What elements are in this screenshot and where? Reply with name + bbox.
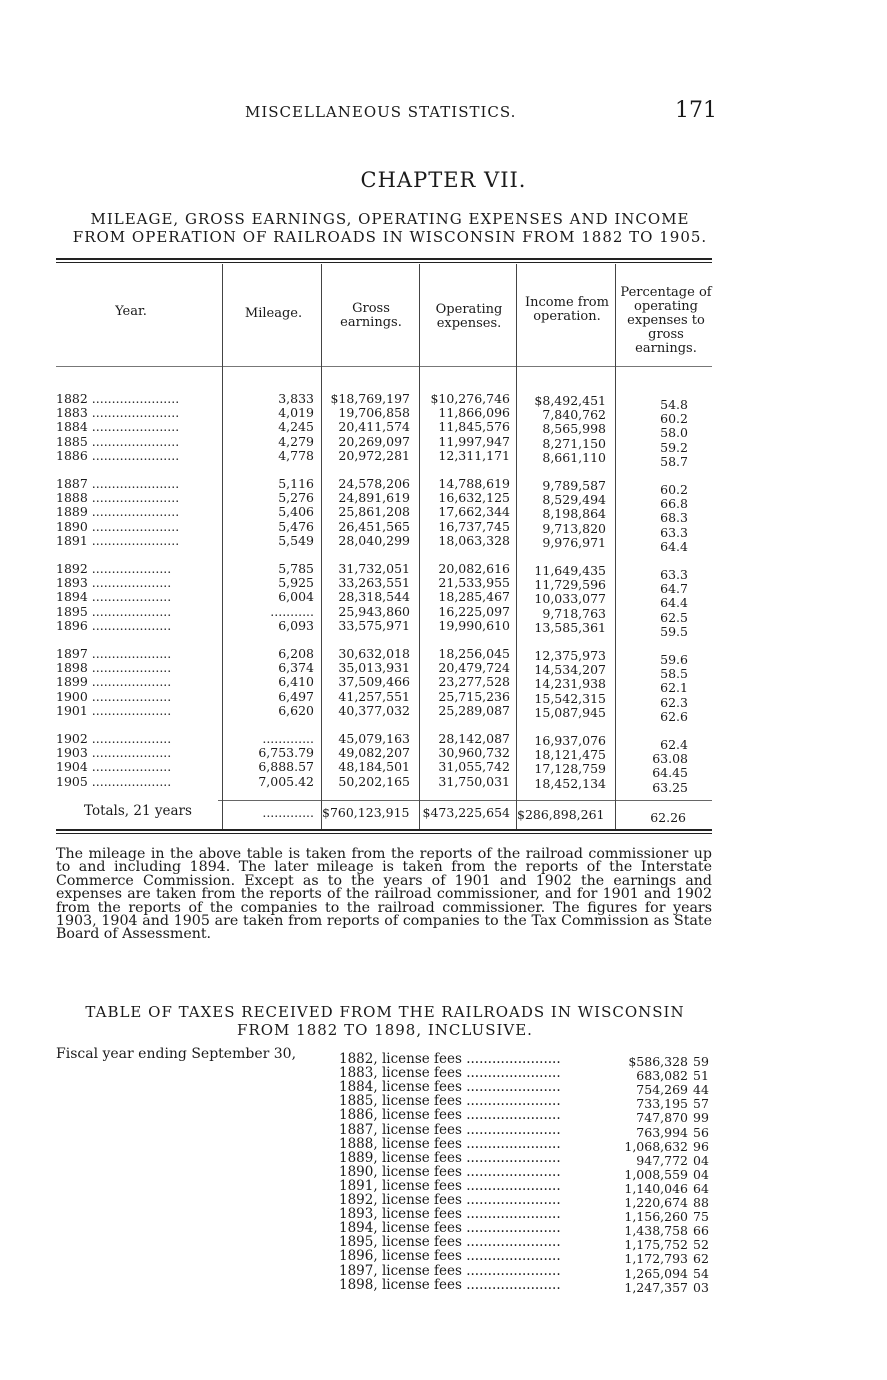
column-divider [516, 264, 517, 829]
header-percentage: Percentage of operating expenses to gross earnings. [620, 285, 712, 356]
header-income: Income from operation. [525, 295, 609, 324]
table2-title-line2: FROM 1882 TO 1898, INCLUSIVE. [237, 1021, 533, 1039]
operating-cell: 19,990,610 [438, 617, 510, 633]
pct-cell: 58.5 [660, 666, 688, 682]
income-cell: 11,649,435 [534, 563, 606, 578]
year-cell: 1883 ...................... [56, 406, 180, 421]
operating-cell: 17,662,344 [438, 504, 510, 520]
tax-year-label: 1883, license fees ...................... [339, 1065, 561, 1082]
mileage-cell: 4,279 [278, 433, 314, 449]
pct-cell: 63.3 [660, 524, 688, 540]
year-cell: 1884 ...................... [56, 420, 180, 435]
year-cell: 1903 .................... [56, 746, 172, 761]
tax-cents: 04 [693, 1166, 709, 1182]
operating-cell: 31,750,031 [438, 773, 510, 789]
chapter-heading: CHAPTER VII. [360, 168, 527, 192]
income-cell: 16,937,076 [534, 733, 606, 748]
income-cell: 8,271,150 [542, 435, 606, 451]
operating-cell: 20,082,616 [438, 561, 510, 576]
tax-year-label: 1890, license fees ...................... [339, 1163, 561, 1180]
railroad-statistics-table [56, 258, 712, 843]
tax-year-label: 1898, license fees ...................... [339, 1276, 561, 1293]
operating-cell: 21,533,955 [438, 575, 510, 591]
income-cell: 9,718,763 [542, 605, 606, 621]
bottom-rule [56, 829, 712, 831]
gross-cell: 31,732,051 [338, 561, 410, 576]
pct-cell: 64.7 [660, 581, 688, 597]
operating-cell: 25,715,236 [438, 688, 510, 704]
income-cell: 9,976,971 [542, 534, 606, 550]
gross-cell: 45,079,163 [338, 731, 410, 746]
tax-dollars: 733,195 [636, 1096, 688, 1112]
mileage-cell: 5,476 [278, 518, 314, 534]
tax-cents: 54 [693, 1265, 709, 1281]
mileage-cell: 5,276 [278, 490, 314, 506]
pct-cell: 64.45 [652, 765, 688, 781]
year-cell: 1885 ...................... [56, 434, 180, 449]
page-number: 171 [675, 98, 717, 123]
column-divider [222, 264, 223, 829]
income-cell: 7,840,762 [542, 407, 606, 423]
gross-cell: 41,257,551 [338, 688, 410, 704]
year-cell: 1899 .................... [56, 675, 172, 690]
mileage-cell: 6,208 [278, 646, 314, 661]
income-cell: 18,452,134 [534, 775, 606, 791]
table1-title-line2: FROM OPERATION OF RAILROADS IN WISCONSIN FROM 1882 TO 1905. [72, 228, 708, 246]
tax-dollars: 1,247,357 [624, 1279, 688, 1295]
table2-title [55, 1003, 715, 1039]
tax-cents: 56 [693, 1124, 709, 1140]
tax-year-label: 1892, license fees ...................... [339, 1192, 561, 1208]
tax-year-label: 1885, license fees ...................... [339, 1093, 561, 1110]
tax-year-label: 1896, license fees ...................... [339, 1248, 561, 1265]
mileage-cell: 4,019 [278, 405, 314, 421]
tax-dollars: 1,220,674 [624, 1195, 688, 1210]
tax-year-label: 1886, license fees ...................... [339, 1107, 561, 1124]
mileage-cell: 5,116 [278, 476, 314, 491]
pct-cell: 68.3 [660, 510, 688, 526]
tax-cents: 51 [693, 1068, 709, 1084]
year-cell: 1897 .................... [56, 647, 172, 661]
pct-cell: 59.2 [660, 439, 688, 455]
gross-cell: 37,509,466 [338, 674, 410, 690]
gross-cell: 28,318,544 [338, 589, 410, 605]
table2-title-line1: TABLE OF TAXES RECEIVED FROM THE RAILROADS IN WISCONSIN [85, 1003, 685, 1021]
mileage-cell: 6,620 [278, 702, 314, 718]
operating-cell: $10,276,746 [430, 391, 510, 406]
tax-cents: 52 [693, 1237, 709, 1253]
mileage-cell: ........... [270, 603, 314, 619]
year-cell: 1895 .................... [56, 604, 172, 619]
mileage-cell: 6,753.79 [258, 745, 314, 761]
gross-cell: 25,943,860 [338, 603, 410, 619]
tax-dollars: 1,140,046 [624, 1180, 688, 1196]
top-rule-thin [56, 262, 712, 263]
income-cell: 8,529,494 [542, 492, 606, 508]
pct-cell: 54.8 [660, 397, 688, 412]
mileage-cell: 6,888.57 [258, 759, 314, 775]
totals-label: Totals, 21 years [84, 803, 192, 819]
operating-cell: 12,311,171 [438, 447, 510, 463]
pct-cell: 62.4 [660, 737, 688, 752]
column-divider [419, 264, 420, 829]
mileage-cell: 5,785 [278, 561, 314, 576]
pct-cell: 60.2 [660, 482, 688, 497]
tax-dollars: 747,870 [636, 1110, 688, 1126]
pct-cell: 63.25 [652, 779, 688, 795]
income-cell: 8,565,998 [542, 421, 606, 437]
income-cell: 9,713,820 [542, 520, 606, 536]
tax-year-label: 1893, license fees ...................... [339, 1206, 561, 1223]
mileage-cell: 3,833 [278, 391, 314, 406]
tax-dollars: 1,265,094 [624, 1265, 688, 1281]
table-note: The mileage in the above table is taken from the reports of the railroad commissioner up to and including 1894. The later mileage is taken from the reports of the Interstate Commerce Commission. Except as to the years of 1901 and 1902 the earnings and expenses are taken from the reports of the railroad commissioner, and for 1901 and 1902 from the reports of the companies to the railroad commissioner. The figures for years 1903, 1904 and 1905 are taken from reports of companies to the Tax Commission as State Board of Assessment. [56, 846, 712, 943]
mileage-cell: 5,406 [278, 504, 314, 520]
income-cell: 14,231,938 [534, 676, 606, 692]
header-operating-expenses: Operating expenses. [435, 302, 503, 331]
mileage-cell: 4,778 [278, 447, 314, 463]
tax-year-label: 1888, license fees ...................... [339, 1135, 561, 1152]
tax-year-label: 1891, license fees ...................... [339, 1177, 561, 1194]
income-cell: 8,661,110 [542, 449, 606, 465]
operating-cell: 30,960,732 [438, 745, 510, 761]
gross-cell: 30,632,018 [338, 646, 410, 661]
tax-dollars: 763,994 [636, 1124, 688, 1140]
tax-cents: 44 [693, 1082, 709, 1098]
tax-dollars: 1,438,758 [624, 1223, 688, 1239]
operating-cell: 28,142,087 [438, 731, 510, 746]
tax-year-label: 1894, license fees ...................... [339, 1220, 561, 1237]
pct-cell: 62.1 [660, 680, 688, 696]
mileage-cell: 6,093 [278, 617, 314, 633]
operating-cell: 18,285,467 [438, 589, 510, 605]
pct-cell: 62.5 [660, 609, 688, 625]
pct-cell: 64.4 [660, 595, 688, 611]
gross-cell: 20,269,097 [338, 433, 410, 449]
column-divider [321, 264, 322, 829]
column-divider [615, 264, 616, 829]
pct-cell: 63.08 [652, 751, 688, 767]
header-year: Year. [115, 304, 147, 319]
gross-cell: 20,411,574 [338, 419, 410, 435]
tax-dollars: 1,156,260 [624, 1209, 688, 1225]
year-cell: 1894 .................... [56, 590, 172, 605]
tax-dollars: 1,008,559 [624, 1166, 688, 1182]
tax-dollars: 1,172,793 [624, 1251, 688, 1267]
year-cell: 1896 .................... [56, 618, 172, 633]
income-cell: 12,375,973 [534, 648, 606, 663]
bottom-rule-thin [56, 833, 712, 834]
tax-cents: 04 [693, 1152, 709, 1168]
gross-cell: $18,769,197 [330, 391, 410, 406]
totals-mileage: ............. [262, 805, 314, 820]
header-mileage: Mileage. [244, 306, 303, 321]
mileage-cell: ............. [262, 731, 314, 746]
pct-cell: 60.2 [660, 411, 688, 427]
operating-cell: 14,788,619 [438, 476, 510, 491]
income-cell: 10,033,077 [534, 591, 606, 607]
pct-cell: 63.3 [660, 567, 688, 582]
mileage-cell: 6,004 [278, 589, 314, 605]
gross-cell: 40,377,032 [338, 702, 410, 718]
pct-cell: 62.3 [660, 694, 688, 710]
year-cell: 1886 ...................... [56, 448, 180, 463]
income-cell: 15,087,945 [534, 704, 606, 720]
income-cell: 8,198,864 [542, 506, 606, 522]
tax-dollars: 947,772 [636, 1152, 688, 1168]
gross-cell: 26,451,565 [338, 518, 410, 534]
tax-year-label: 1897, license fees ...................... [339, 1262, 561, 1279]
operating-cell: 11,845,576 [438, 419, 510, 435]
income-cell: 18,121,475 [534, 747, 606, 763]
header-gross-earnings: Gross earnings. [340, 301, 402, 330]
top-rule [56, 258, 712, 260]
income-cell: $8,492,451 [534, 393, 606, 408]
income-cell: 14,534,207 [534, 662, 606, 678]
gross-cell: 48,184,501 [338, 759, 410, 775]
operating-cell: 18,256,045 [438, 646, 510, 661]
tax-cents: 03 [693, 1279, 709, 1295]
operating-cell: 31,055,742 [438, 759, 510, 775]
operating-cell: 16,225,097 [438, 603, 510, 619]
gross-cell: 24,578,206 [338, 476, 410, 491]
tax-dollars: $586,328 [628, 1054, 688, 1069]
mileage-cell: 6,374 [278, 660, 314, 676]
gross-cell: 25,861,208 [338, 504, 410, 520]
running-title: MISCELLANEOUS STATISTICS. [245, 103, 517, 121]
header-rule [56, 366, 712, 367]
income-cell: 13,585,361 [534, 619, 606, 635]
fiscal-year-label: Fiscal year ending September 30, [56, 1046, 297, 1062]
year-cell: 1892 .................... [56, 562, 172, 576]
gross-cell: 35,013,931 [338, 660, 410, 676]
gross-cell: 50,202,165 [338, 773, 410, 789]
totals-income: $286,898,261 [517, 807, 605, 822]
tax-year-label: 1882, license fees ...................... [339, 1051, 561, 1067]
operating-cell: 20,479,724 [438, 660, 510, 676]
tax-cents: 75 [693, 1209, 709, 1225]
operating-cell: 11,997,947 [438, 433, 510, 449]
income-cell: 11,729,596 [534, 577, 606, 593]
gross-cell: 28,040,299 [338, 532, 410, 548]
year-cell: 1904 .................... [56, 760, 172, 775]
pct-cell: 58.7 [660, 453, 688, 469]
mileage-cell: 6,410 [278, 674, 314, 690]
year-cell: 1900 .................... [56, 689, 172, 704]
year-cell: 1890 ...................... [56, 519, 180, 534]
operating-cell: 16,737,745 [438, 518, 510, 534]
table1-title-line1: MILEAGE, GROSS EARNINGS, OPERATING EXPENSES AND INCOME [90, 210, 690, 228]
year-cell: 1898 .................... [56, 661, 172, 676]
operating-cell: 23,277,528 [438, 674, 510, 690]
tax-cents: 62 [693, 1251, 709, 1267]
gross-cell: 20,972,281 [338, 447, 410, 463]
operating-cell: 18,063,328 [438, 532, 510, 548]
operating-cell: 11,866,096 [438, 405, 510, 421]
tax-cents: 66 [693, 1223, 709, 1239]
mileage-cell: 6,497 [278, 688, 314, 704]
year-cell: 1889 ...................... [56, 505, 180, 520]
income-cell: 15,542,315 [534, 690, 606, 706]
tax-year-label: 1884, license fees ...................... [339, 1079, 561, 1096]
mileage-cell: 4,245 [278, 419, 314, 435]
totals-operating: $473,225,654 [422, 805, 510, 820]
totals-rule [218, 800, 712, 801]
year-cell: 1905 .................... [56, 774, 172, 789]
gross-cell: 19,706,858 [338, 405, 410, 421]
year-cell: 1902 .................... [56, 732, 172, 746]
gross-cell: 33,575,971 [338, 617, 410, 633]
mileage-cell: 7,005.42 [258, 773, 314, 789]
tax-dollars: 1,068,632 [624, 1138, 688, 1154]
gross-cell: 33,263,551 [338, 575, 410, 591]
tax-year-label: 1895, license fees ...................... [339, 1234, 561, 1251]
pct-cell: 58.0 [660, 425, 688, 441]
pct-cell: 59.6 [660, 652, 688, 667]
tax-cents: 59 [693, 1054, 709, 1069]
gross-cell: 24,891,619 [338, 490, 410, 506]
tax-cents: 57 [693, 1096, 709, 1112]
tax-dollars: 683,082 [636, 1068, 688, 1084]
tax-dollars: 1,175,752 [624, 1237, 688, 1253]
operating-cell: 25,289,087 [438, 702, 510, 718]
tax-year-label: 1889, license fees ...................... [339, 1149, 561, 1166]
pct-cell: 59.5 [660, 623, 688, 639]
year-cell: 1882 ...................... [56, 392, 180, 406]
totals-gross: $760,123,915 [322, 805, 410, 820]
mileage-cell: 5,925 [278, 575, 314, 591]
pct-cell: 62.6 [660, 708, 688, 724]
pct-cell: 66.8 [660, 496, 688, 512]
income-cell: 9,789,587 [542, 478, 606, 493]
year-cell: 1901 .................... [56, 703, 172, 718]
totals-percentage: 62.26 [650, 810, 686, 825]
tax-cents: 64 [693, 1180, 709, 1196]
mileage-cell: 5,549 [278, 532, 314, 548]
tax-cents: 96 [693, 1138, 709, 1154]
income-cell: 17,128,759 [534, 761, 606, 777]
pct-cell: 64.4 [660, 538, 688, 554]
tax-dollars: 754,269 [636, 1082, 688, 1098]
table1-title [60, 210, 720, 246]
year-cell: 1887 ...................... [56, 477, 180, 491]
year-cell: 1891 ...................... [56, 533, 180, 548]
gross-cell: 49,082,207 [338, 745, 410, 761]
operating-cell: 16,632,125 [438, 490, 510, 506]
year-cell: 1888 ...................... [56, 491, 180, 506]
tax-cents: 99 [693, 1110, 709, 1126]
year-cell: 1893 .................... [56, 576, 172, 591]
tax-cents: 88 [693, 1195, 709, 1210]
tax-year-label: 1887, license fees ...................... [339, 1121, 561, 1138]
